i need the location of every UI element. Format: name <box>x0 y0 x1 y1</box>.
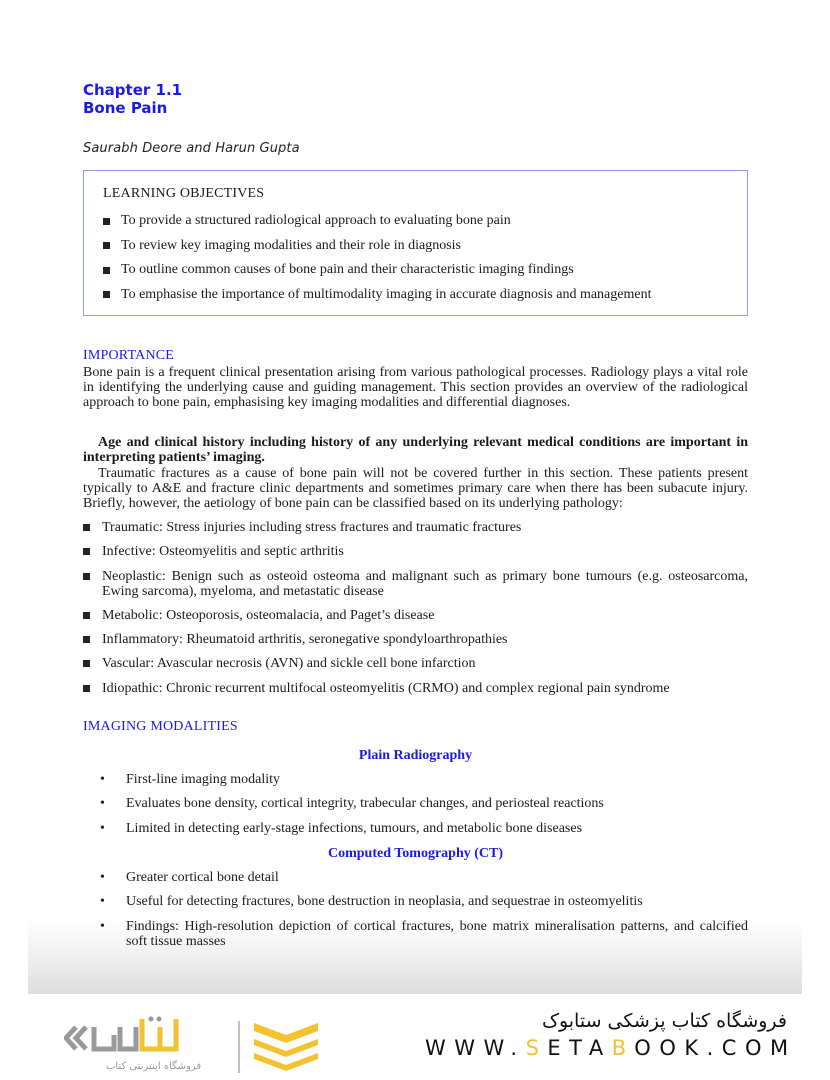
list-item: • Findings: High-resolution depiction of cortical fractures, bone matrix mineralisation patterns, and calcified soft tissue masses <box>100 918 748 949</box>
importance-bold-note: Age and clinical history including history of any underlying relevant medical conditions are important in interpreting patients’ imaging. <box>83 435 748 465</box>
square-bullet-icon <box>83 636 90 643</box>
plain-radiography-heading: Plain Radiography <box>358 748 473 763</box>
list-item: • First-line imaging modality <box>100 772 280 787</box>
list-item: Metabolic: Osteoporosis, osteomalacia, and Paget’s disease <box>83 608 748 623</box>
ct-list <box>100 870 748 958</box>
chapter-number: Chapter 1.1 <box>83 81 183 99</box>
learning-objectives-list <box>103 209 651 307</box>
square-bullet-icon <box>83 548 90 555</box>
list-item: Vascular: Avascular necrosis (AVN) and sickle cell bone infarction <box>83 656 748 671</box>
list-item: • Useful for detecting fractures, bone destruction in neoplasia, and sequestrae in osteomyelitis <box>100 894 643 910</box>
list-item: • Greater cortical bone detail <box>100 870 279 885</box>
list-item: Idiopathic: Chronic recurrent multifocal osteomyelitis (CRMO) and complex regional pain syndrome <box>83 681 748 696</box>
store-url[interactable]: WWW.SETABOOK.COM <box>425 1036 797 1060</box>
list-item: Neoplastic: Benign such as osteoid osteoma and malignant such as primary bone tumours (e.g. osteosarcoma, Ewing sarcoma), myeloma, and metastatic disease <box>83 569 748 599</box>
square-bullet-icon <box>103 242 110 249</box>
square-bullet-icon <box>103 218 110 225</box>
square-bullet-icon <box>83 612 90 619</box>
square-bullet-icon <box>83 685 90 692</box>
footer-store-info <box>425 1010 795 1060</box>
list-item: • Evaluates bone density, cortical integrity, trabecular changes, and periosteal reactions <box>100 796 604 812</box>
store-name: فروشگاه کتاب پزشکی ستابوک <box>541 1010 787 1032</box>
list-item: To provide a structured radiological approach to evaluating bone pain <box>103 209 651 234</box>
causes-list <box>83 520 748 705</box>
square-bullet-icon <box>103 267 110 274</box>
square-bullet-icon <box>83 660 90 667</box>
list-item: Infective: Osteomyelitis and septic arthritis <box>83 544 748 559</box>
chapter-title: Bone Pain <box>83 99 168 117</box>
setabook-logo[interactable] <box>64 1013 334 1075</box>
authors: Saurabh Deore and Harun Gupta <box>83 141 300 156</box>
setabook-logo-icon <box>64 1013 334 1075</box>
list-item: To review key imaging modalities and their role in diagnosis <box>103 234 651 259</box>
learning-objectives-box <box>83 170 748 316</box>
list-item: To outline common causes of bone pain and their characteristic imaging findings <box>103 258 651 283</box>
square-bullet-icon <box>103 291 110 298</box>
bullet-icon: • <box>100 894 105 910</box>
list-item: Inflammatory: Rheumatoid arthritis, seronegative spondyloarthropathies <box>83 632 748 647</box>
list-item: Traumatic: Stress injuries including stress fractures and traumatic fractures <box>83 520 748 535</box>
square-bullet-icon <box>83 524 90 531</box>
bullet-icon: • <box>100 796 105 812</box>
svg-text:فروشگاه اینترنتی کتاب: فروشگاه اینترنتی کتاب <box>106 1061 202 1072</box>
list-item: • Limited in detecting early-stage infections, tumours, and metabolic bone diseases <box>100 820 583 836</box>
bullet-icon: • <box>100 870 105 885</box>
importance-trauma-note: Traumatic fractures as a cause of bone pain will not be covered further in this section. These patients present typically to A&E and fracture clinic departments and sometimes primary care when there has been subacute injury. Briefly, however, the aetiology of bone pain can be classified based on its underlying pathology: <box>83 466 748 511</box>
plain-radiography-list <box>100 772 748 845</box>
bullet-icon: • <box>100 820 105 836</box>
list-item: To emphasise the importance of multimodality imaging in accurate diagnosis and management <box>103 283 651 308</box>
bullet-icon: • <box>100 772 105 787</box>
importance-intro: Bone pain is a frequent clinical presentation arising from various pathological processes. Radiology plays a vital role in identifying the underlying cause and guiding management. This section provides an overview of the radiological approach to bone pain, emphasising key imaging modalities and differential diagnoses. <box>83 365 748 410</box>
learning-objectives-title: LEARNING OBJECTIVES <box>103 186 265 201</box>
importance-heading: IMPORTANCE <box>83 348 175 363</box>
ct-heading: Computed Tomography (CT) <box>327 846 504 861</box>
bullet-icon: • <box>100 918 105 934</box>
square-bullet-icon <box>83 573 90 580</box>
imaging-modalities-heading: IMAGING MODALITIES <box>83 719 238 734</box>
